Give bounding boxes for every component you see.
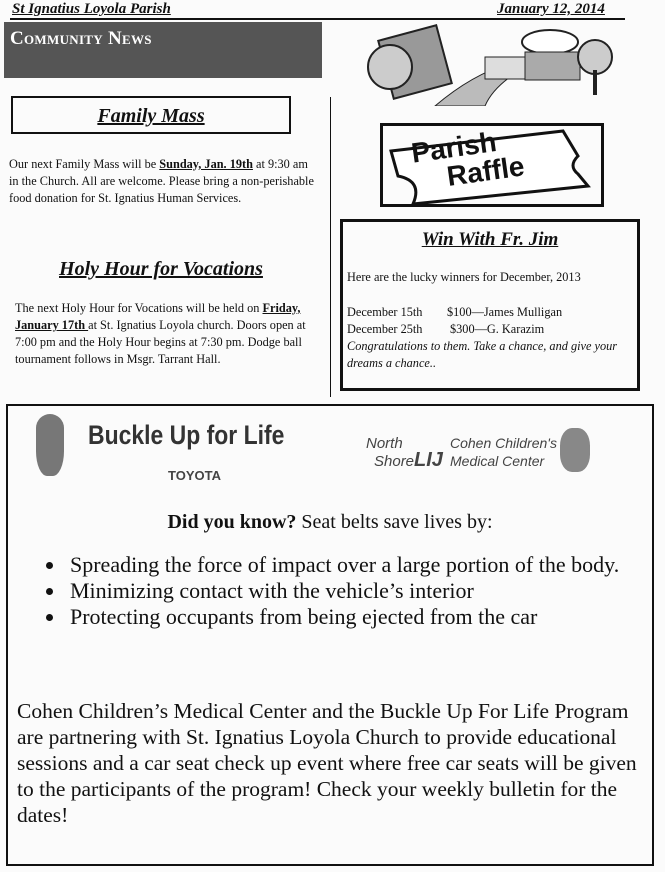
cohen-logo: Cohen Children's Medical Center [450,435,557,469]
family-mass-text: Our next Family Mass will be Sunday, Jan. 19th at 9:30 am in the Church. All are welcome. Please bring a non-perishable food donation for St. Ignatius Human Services. [9,157,314,205]
mascot-icon [560,428,590,472]
town-illustration [365,22,615,106]
north-shore-logo: North ShoreLIJ [366,435,443,471]
column-divider [330,97,331,397]
seatbelt-section [6,404,654,866]
buckle-heart-logo [36,414,64,476]
family-mass-title: Family Mass [97,105,205,127]
win-intro: Here are the lucky winners for December, 2013 [347,270,581,284]
winners-list [347,304,637,372]
program-paragraph: Cohen Children’s Medical Center and the Buckle Up For Life Program are partnering with St. Ignatius Loyola Church to provide educational sessions and a car seat check up event where free car seats will be given to the participants of the program! Check your weekly bulletin for the dates! [17,699,637,827]
list-item: • Minimizing contact with the vehicle’s interior [66,578,665,604]
parish-name: St Ignatius Loyola Parish [12,1,171,17]
seatbelt-benefits-list [8,552,665,630]
family-mass-heading-box [11,96,291,134]
win-note: Congratulations to them. Take a chance, and give your dreams a chance.. [347,339,618,370]
buckle-up-logo-text: Buckle Up for Life [88,420,285,450]
holy-hour-title: Holy Hour for Vocations [59,258,263,280]
parish-raffle-logo: Parish Raffle [380,123,604,207]
list-item: • Protecting occupants from being ejected from the car [66,604,665,630]
win-title: Win With Fr. Jim [421,229,559,250]
section-banner [4,22,322,78]
did-you-know: Did you know? Seat belts save lives by: [167,511,493,533]
holy-hour-date: Friday, January 17th [15,301,301,332]
toyota-logo: TOYOTA [168,468,221,483]
family-mass-date: Sunday, Jan. 19th [159,157,253,171]
section-title: Community News [10,28,152,49]
header-rule [10,18,625,20]
winner-row: December 25th $300—G. Karazim [347,322,545,336]
list-item: • Spreading the force of impact over a large portion of the body. [66,552,665,578]
win-with-fr-jim-box [340,219,640,391]
winner-row: December 15th $100—James Mulligan [347,305,563,319]
issue-date: January 12, 2014 [497,1,605,17]
holy-hour-text: The next Holy Hour for Vocations will be held on Friday, January 17th at St. Ignatius Loyola church. Doors open at 7:00 pm and the Holy Hour begins at 7:30 pm. Dodge ball tournament follows in Msgr. Tarrant Hall. [15,301,306,366]
